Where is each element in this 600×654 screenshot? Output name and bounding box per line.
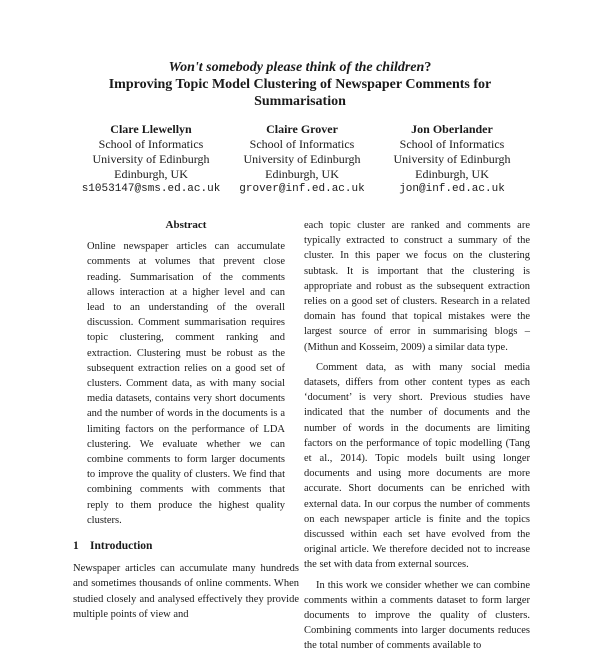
section-number: 1	[73, 540, 79, 553]
author-name: Clare Llewellyn	[110, 122, 192, 136]
body-paragraph: Comment data, as with many social media datasets, differs from other content types as each ‘document’ is very short. Previous studies have indicated that the number of documents and the number of words in the documents are limiting factors on the performance of topic modelling (Tang et al., 2014). Topic models built using longer documents and using more documents are more accurate. Short documents can be enriched with external data. In our corpus the number of comments on each newspaper article is finite and the topics discussed within each set have evolved from the original article. We therefore decided not to increase the set with data from external sources.	[304, 361, 530, 571]
intro-paragraph: Newspaper articles can accumulate many hundreds and sometimes thousands of online comments. When studied closely and analysed effectively they provide multiple points of view and	[73, 563, 299, 620]
paper-title-line-1: Won't somebody please think of the children?	[168, 60, 432, 75]
author-email: jon@inf.ed.ac.uk	[399, 183, 505, 195]
abstract-text: Online newspaper articles can accumulate comments at volumes that prevent close reading. Summarisation of the comments allows interaction at a higher level and can lead to an understanding of the overall discussion. Comment summarisation requires topic clustering, comment ranking and extraction. Clustering must be robust as the subsequent extraction relies on a good set of clusters. Comment data, as with many social media datasets, contains very short documents and the number of words in the documents is a limiting factors on the performance of LDA clustering. We evaluate whether we can combine comments to form larger documents to improve the quality of clusters. We find that combining comments with comments that reply to them produce the highest quality clusters.	[87, 241, 285, 526]
author-university: University of Edinburgh	[243, 152, 361, 166]
left-column	[73, 218, 299, 622]
author-department: School of Informatics	[98, 137, 204, 151]
body-paragraph: each topic cluster are ranked and comments are typically extracted to construct a summary of the cluster. In this paper we focus on the clustering subtask. It is important that the clustering is appropriate and robust as the subsequent extraction relies on a good set of clusters. Research in a related domain has found that topical mistakes were the largest source of error in summarising blogs – (Mithun and Kosseim, 2009) a similar data type.	[304, 220, 530, 353]
paper-title-line-2: Improving Topic Model Clustering of Newspaper Comments for	[108, 77, 492, 92]
author-name: Jon Oberlander	[411, 122, 493, 136]
author-block	[222, 122, 382, 197]
section-heading	[73, 539, 299, 554]
author-name: Claire Grover	[266, 122, 338, 136]
abstract-heading: Abstract	[165, 219, 207, 231]
author-university: University of Edinburgh	[92, 152, 210, 166]
author-department: School of Informatics	[399, 137, 505, 151]
author-university: University of Edinburgh	[393, 152, 511, 166]
body-paragraph: In this work we consider whether we can combine comments within a comments dataset to form larger documents to improve the quality of clusters. Combining comments into larger documents reduces the total number of comments available to	[304, 579, 530, 652]
paper-title-line-3: Summarisation	[254, 94, 346, 109]
section-title: Introduction	[90, 540, 153, 553]
author-email: grover@inf.ed.ac.uk	[239, 183, 365, 195]
author-city: Edinburgh, UK	[265, 167, 339, 181]
author-city: Edinburgh, UK	[415, 167, 489, 181]
author-department: School of Informatics	[249, 137, 355, 151]
author-email: s1053147@sms.ed.ac.uk	[81, 183, 221, 195]
author-block	[71, 122, 231, 197]
author-city: Edinburgh, UK	[114, 167, 188, 181]
author-block	[372, 122, 532, 197]
right-column	[304, 218, 530, 654]
